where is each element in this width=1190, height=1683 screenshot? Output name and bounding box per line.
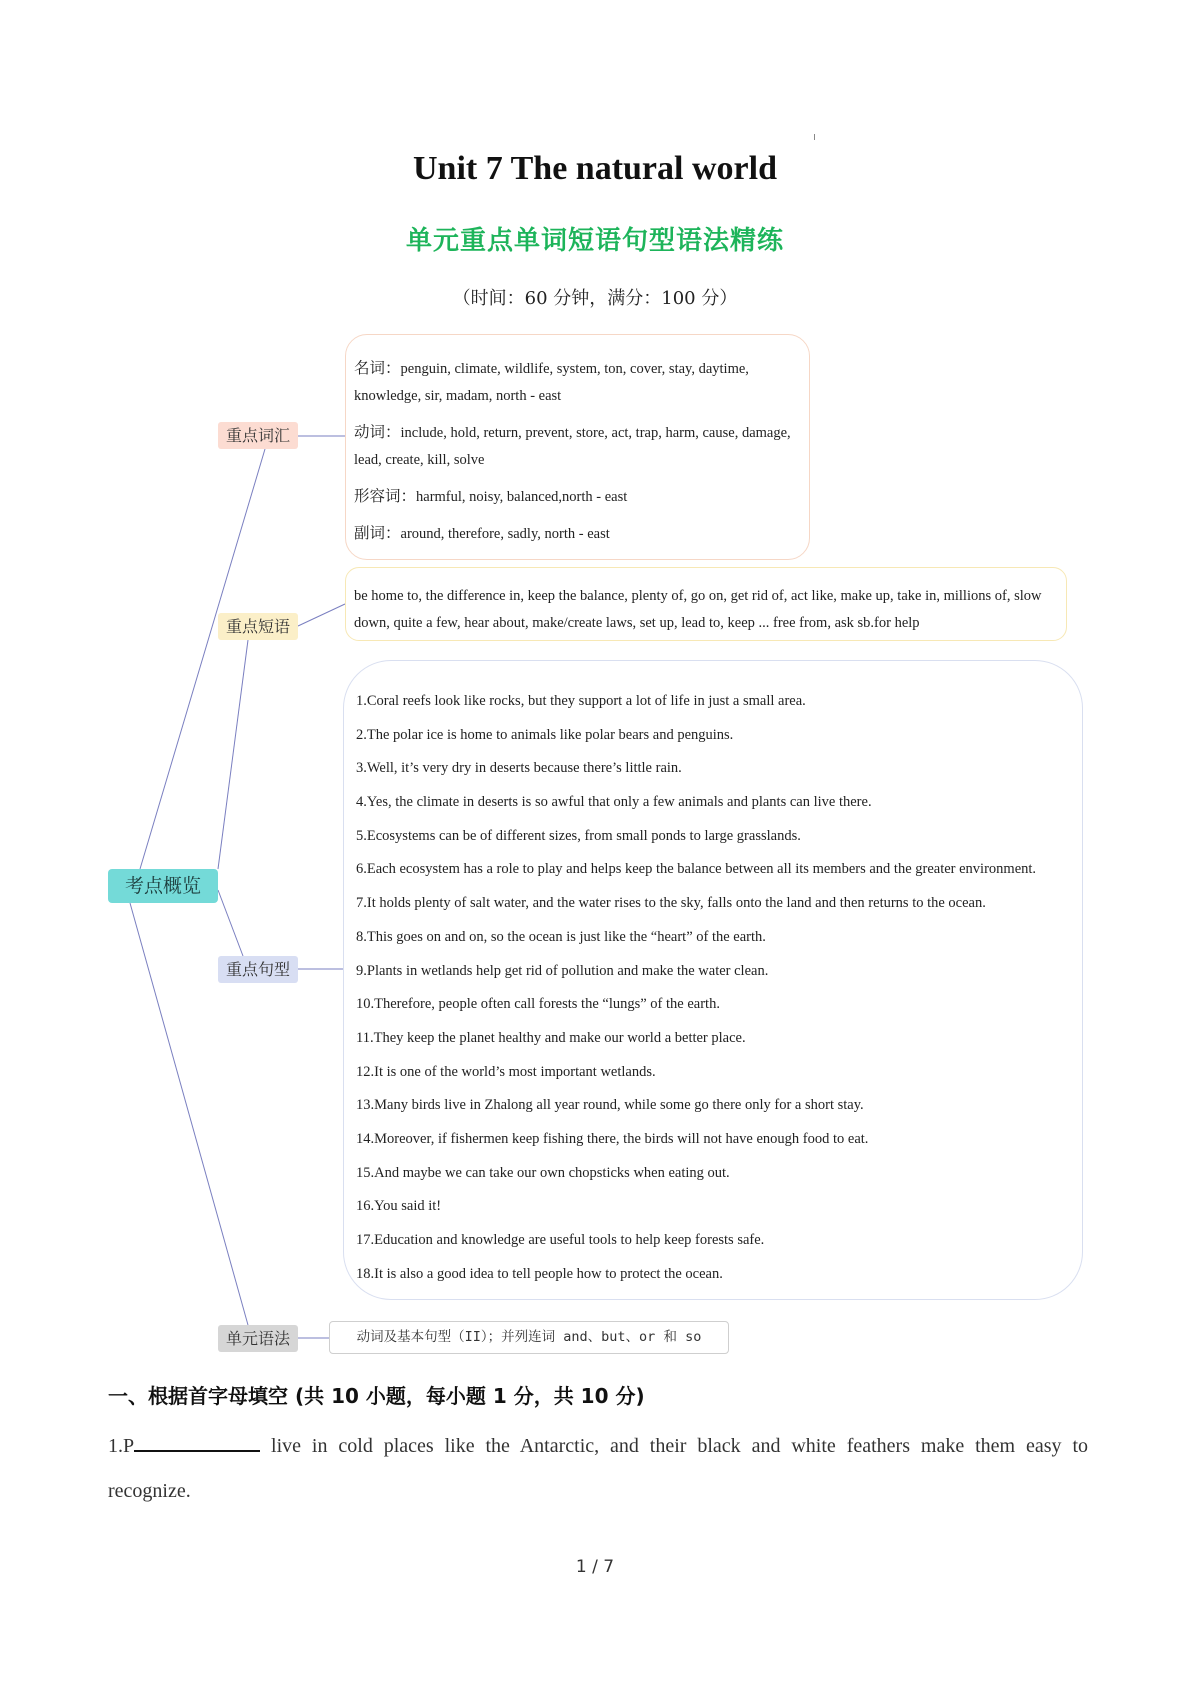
question-1-prefix: 1.P [108,1435,135,1457]
sentence-item: 3.Well, it’s very dry in deserts because there’s little rain. [356,760,682,777]
sentence-item: 18.It is also a good idea to tell people how to protect the ocean. [356,1265,723,1282]
vocab-group-adjectives [354,483,801,511]
sentence-item: 1.Coral reefs look like rocks, but they support a lot of life in just a small area. [356,693,806,709]
page-subtitle: 单元重点单词短语句型语法精练 [405,226,784,256]
sentence-item: 6.Each ecosystem has a role to play and helps keep the balance between all its members and the greater environment. [356,861,1037,878]
vocab-key: 动词： [354,423,401,441]
phrases-box [345,567,1067,641]
sentence-item: 13.Many birds live in Zhalong all year round, while some go there only for a short stay. [356,1097,864,1114]
sentences-box [343,660,1083,1300]
vocab-line: around, therefore, sadly, north - east [400,526,610,542]
sentence-item: 16.You said it! [356,1198,442,1215]
question-1-text: live in cold places like the Antarctic, and their black and white feathers make them easy to [260,1435,1088,1457]
vocab-line: penguin, climate, wildlife, system, ton, cover, stay, daytime, [400,361,749,377]
phrase-line: be home to, the difference in, keep the balance, plenty of, go on, get rid of, act like, make up, take in, millions of, slow [354,588,1042,604]
vocab-line: lead, create, kill, solve [354,452,485,468]
branch-grammar: 单元语法 [218,1325,298,1352]
time-info: （时间：60 分钟，满分：100 分） [452,288,738,309]
sentence-item: 15.And maybe we can take our own chopsticks when eating out. [356,1164,730,1181]
sentence-item: 17.Education and knowledge are useful tools to help keep forests safe. [356,1232,765,1248]
vocab-key: 副词： [354,524,401,542]
page-title: Unit 7 The natural world [413,150,777,187]
question-1-continued: recognize. [108,1480,191,1502]
vocab-group-verbs [354,419,801,474]
phrase-line: down, quite a few, hear about, make/create laws, set up, lead to, keep ... free from, ask sb.for help [354,615,920,631]
sentence-item: 4.Yes, the climate in deserts is so awful that only a few animals and plants can live there. [356,794,872,811]
sentence-item: 11.They keep the planet healthy and make our world a better place. [356,1029,746,1046]
connector-root-sentences [218,890,243,956]
vocab-key: 名词： [354,359,401,377]
section-heading: 一、根据首字母填空 (共 10 小题，每小题 1 分，共 10 分) [108,1384,645,1408]
question-1 [108,1430,1088,1458]
vocab-line: harmful, noisy, balanced,north - east [416,489,628,505]
vocab-key: 形容词： [354,487,417,505]
sentence-item: 8.This goes on and on, so the ocean is just like the “heart” of the earth. [356,928,766,945]
sentence-item: 14.Moreover, if fishermen keep fishing there, the birds will not have enough food to eat. [356,1130,869,1147]
sentence-item: 7.It holds plenty of salt water, and the water rises to the sky, falls onto the land and then returns to the ocean. [356,895,986,912]
vocab-line: include, hold, return, prevent, store, act, trap, harm, cause, damage, [400,425,791,441]
vocab-group-adverbs [354,520,801,548]
sentence-item: 12.It is one of the world’s most important wetlands. [356,1063,656,1080]
connector-phrases-box [298,604,345,626]
vocab-box [345,334,810,560]
sentence-item: 2.The polar ice is home to animals like polar bears and penguins. [356,726,734,743]
branch-sentences: 重点句型 [218,956,298,983]
branch-vocab: 重点词汇 [218,422,298,449]
page-number: 1 / 7 [575,1557,615,1577]
connector-root-phrases [218,640,248,869]
connector-root-vocab [140,449,265,869]
grammar-box: 动词及基本句型（II）；并列连词 and、but、or 和 so [329,1321,729,1354]
vocab-group-nouns [354,355,801,410]
vocab-line: knowledge, sir, madam, north - east [354,388,562,404]
sentence-item: 5.Ecosystems can be of different sizes, from small ponds to large grasslands. [356,827,801,844]
answer-blank[interactable] [134,1430,260,1452]
branch-phrases: 重点短语 [218,613,298,640]
mindmap-root: 考点概览 [108,869,218,903]
sentence-item: 10.Therefore, people often call forests the “lungs” of the earth. [356,996,720,1013]
sentence-item: 9.Plants in wetlands help get rid of pollution and make the water clean. [356,962,769,979]
